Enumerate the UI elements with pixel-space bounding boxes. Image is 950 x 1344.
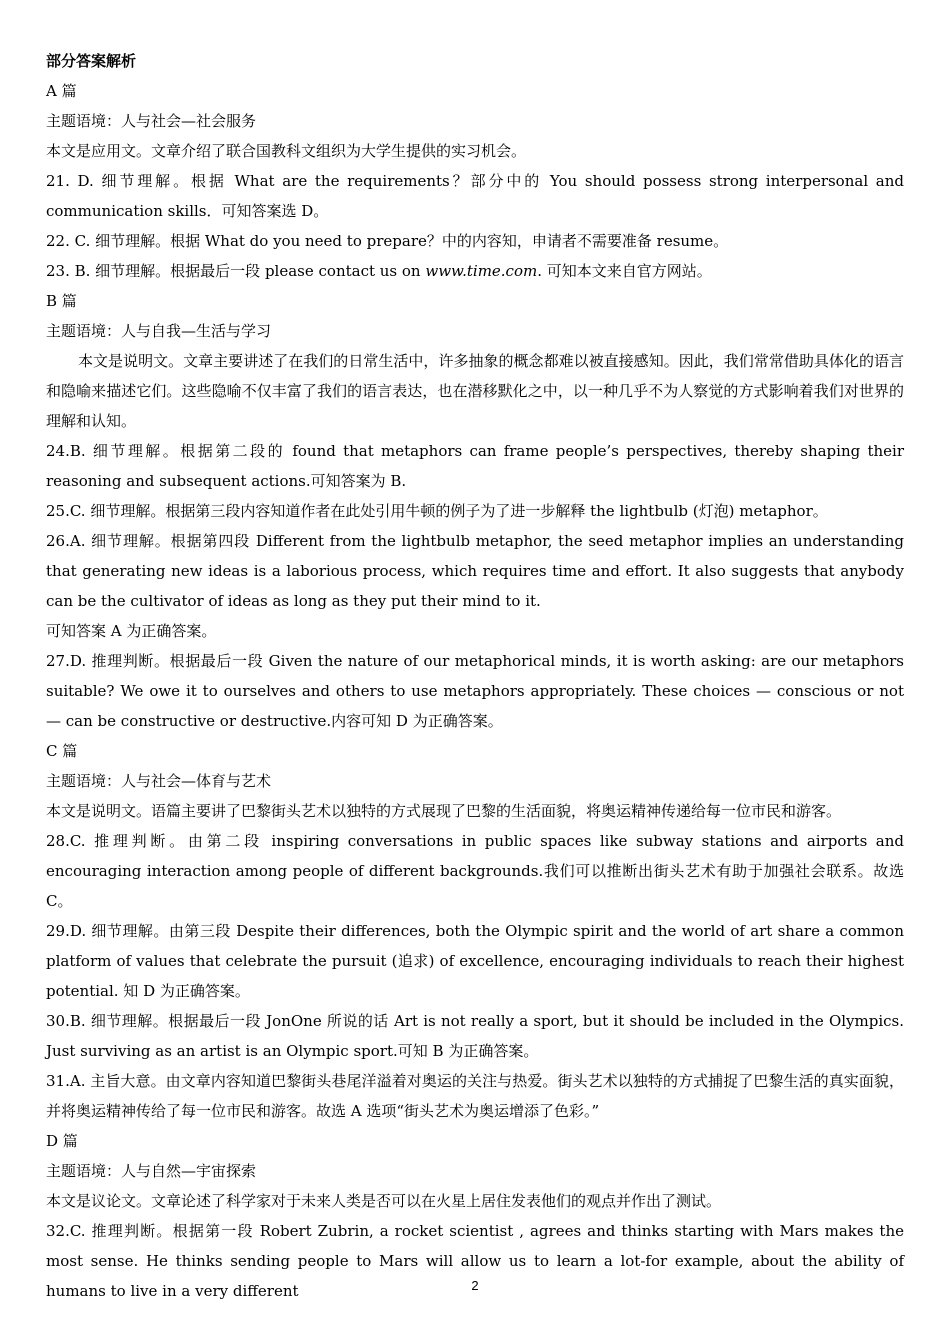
answer-22: 22. C. 细节理解。根据 What do you need to prepare？中的内容知，申请者不需要准备 resume。 xyxy=(46,232,729,250)
section-d-theme: 主题语境：人与自然—宇宙探索 xyxy=(46,1162,257,1180)
answer-32: 32.C. 推理判断。根据第一段 Robert Zubrin, a rocket scientist , agrees and thinks starting with Mars makes the most sense. He thinks sending people to Mars will allow us to learn a lot-for example, about the ability of humans to live in a very different xyxy=(46,1222,904,1300)
section-c-theme: 主题语境：人与社会—体育与艺术 xyxy=(46,772,272,790)
section-b-summary: 本文是说明文。文章主要讲述了在我们的日常生活中，许多抽象的概念都难以被直接感知。因此，我们常常借助具体化的语言和隐喻来描述它们。这些隐喻不仅丰富了我们的语言表达，也在潜移默化之中，以一种几乎不为人察觉的方式影响着我们对世界的理解和认知。 xyxy=(46,352,904,430)
answer-23-url: www.time.com xyxy=(425,262,538,280)
answer-29: 29.D. 细节理解。由第三段 Despite their differences, both the Olympic spirit and the world of art share a common platform of values that celebrate the pursuit (追求) of excellence, encouraging individuals to reach their highest potential. 知 D 为正确答案。 xyxy=(46,922,904,1000)
section-c-summary: 本文是说明文。语篇主要讲了巴黎街头艺术以独特的方式展现了巴黎的生活面貌，将奥运精神传递给每一位市民和游客。 xyxy=(46,802,842,820)
section-d-label: D 篇 xyxy=(46,1132,78,1150)
page-number: 2 xyxy=(471,1278,479,1293)
answer-26: 26.A. 细节理解。根据第四段 Different from the lightbulb metaphor, the seed metaphor implies an understanding that generating new ideas is a laborious process, which requires time and effort. It also suggests that anybody can be the cultivator of ideas as long as they put their mind to it. xyxy=(46,532,904,610)
section-b-label: B 篇 xyxy=(46,292,77,310)
answer-analysis-page xyxy=(46,46,904,1306)
section-d-summary: 本文是议论文。文章论述了科学家对于未来人类是否可以在火星上居住发表他们的观点并作出了测试。 xyxy=(46,1192,722,1210)
page-title: 部分答案解析 xyxy=(46,52,137,70)
answer-27: 27.D. 推理判断。根据最后一段 Given the nature of our metaphorical minds, it is worth asking: are our metaphors suitable? We owe it to ourselves and others to use metaphors appropriately. These choices — conscious or not — can be constructive or destructive.内容可知 D 为正确答案。 xyxy=(46,652,904,730)
answer-24: 24.B. 细节理解。根据第二段的 found that metaphors can frame people’s perspectives, thereby shaping their reasoning and subsequent actions.可知答案为 B. xyxy=(46,442,904,490)
answer-31: 31.A. 主旨大意。由文章内容知道巴黎街头巷尾洋溢着对奥运的关注与热爱。街头艺术以独特的方式捕捉了巴黎生活的真实面貌，并将奥运精神传给了每一位市民和游客。故选 A 选项“街头艺术为奥运增添了色彩。” xyxy=(46,1072,904,1120)
answer-21: 21. D. 细节理解。根据 What are the requirements？部分中的 You should possess strong interpersonal and communication skills．可知答案选 D。 xyxy=(46,172,904,220)
answer-26-conclusion: 可知答案 A 为正确答案。 xyxy=(46,622,217,640)
answer-23-tail: . 可知本文来自官方网站。 xyxy=(537,262,712,280)
section-a-theme: 主题语境：人与社会—社会服务 xyxy=(46,112,257,130)
answer-23-text: 23. B. 细节理解。根据最后一段 please contact us on xyxy=(46,262,426,280)
section-a-summary: 本文是应用文。文章介绍了联合国教科文组织为大学生提供的实习机会。 xyxy=(46,142,527,160)
section-b-theme: 主题语境：人与自我—生活与学习 xyxy=(46,322,272,340)
answer-28: 28.C. 推理判断。由第二段 inspiring conversations in public spaces like subway stations and airports and encouraging interaction among people of different backgrounds.我们可以推断出街头艺术有助于加强社会联系。故选 C。 xyxy=(46,832,904,910)
section-a-label: A 篇 xyxy=(46,82,77,100)
section-c-label: C 篇 xyxy=(46,742,78,760)
answer-25: 25.C. 细节理解。根据第三段内容知道作者在此处引用牛顿的例子为了进一步解释 the lightbulb (灯泡) metaphor。 xyxy=(46,502,828,520)
answer-23 xyxy=(46,256,904,286)
answer-30: 30.B. 细节理解。根据最后一段 JonOne 所说的话 Art is not really a sport, but it should be included in the Olympics. Just surviving as an artist is an Olympic sport.可知 B 为正确答案。 xyxy=(46,1012,904,1060)
